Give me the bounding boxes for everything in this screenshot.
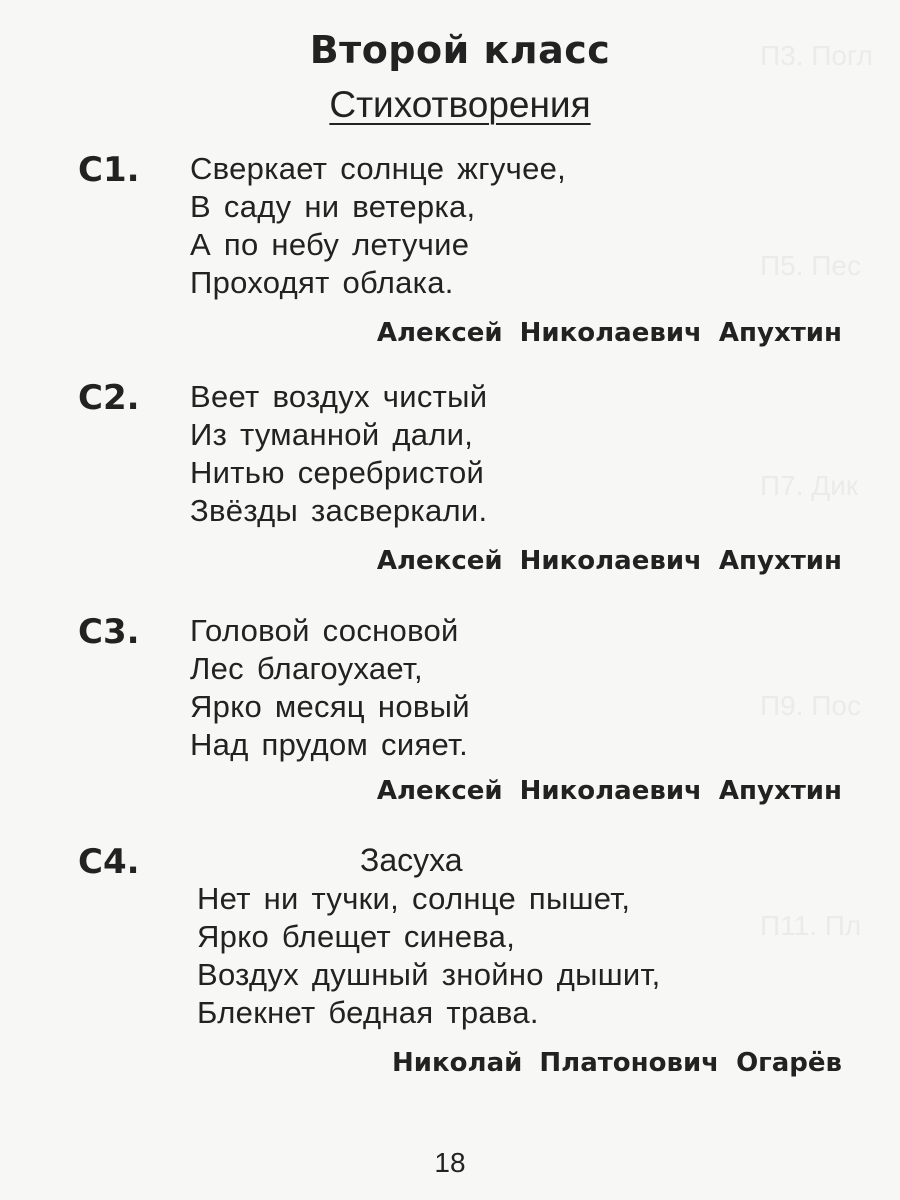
show-through-text: П11. Пл [760, 910, 862, 941]
poem-text [190, 150, 566, 302]
poem-title: Засуха [360, 842, 463, 878]
poem-line: Воздух душный знойно дышит, [197, 957, 661, 992]
poem-line: В саду ни ветерка, [190, 189, 476, 224]
poem-label: С2. [78, 378, 140, 418]
poem-line: Нитью серебристой [190, 455, 485, 490]
poem-text [197, 880, 661, 1032]
poem-line: Нет ни тучки, солнце пышет, [197, 881, 631, 916]
page-number: 18 [434, 1147, 466, 1178]
poem-line: Звёзды засверкали. [190, 493, 488, 528]
show-through-text: П5. Пес [760, 250, 861, 281]
poem-line: Лес благоухает, [190, 651, 423, 686]
show-through-text: П3. Погл [760, 40, 873, 71]
poem-text [190, 612, 470, 764]
poem-label: С4. [78, 842, 140, 882]
poem-line: Ярко месяц новый [190, 689, 470, 724]
poem-text [190, 378, 487, 530]
poem-author: Николай Платонович Огарёв [392, 1048, 842, 1078]
poem-author: Алексей Николаевич Апухтин [376, 776, 842, 806]
show-through-text: П9. Пос [760, 690, 861, 721]
section-subtitle: Стихотворения [329, 84, 591, 125]
show-through-text: П7. Дик [760, 470, 859, 501]
poem-author: Алексей Николаевич Апухтин [376, 546, 842, 576]
poem-line: Из туманной дали, [190, 417, 474, 452]
poem-label: С3. [78, 612, 140, 652]
page-title: Второй класс [309, 28, 611, 72]
poem-line: Веет воздух чистый [190, 379, 488, 414]
poem-label: С1. [78, 150, 140, 190]
poem-line: Блекнет бедная трава. [197, 995, 539, 1030]
poem-line: Головой сосновой [190, 613, 459, 648]
poem-line: Ярко блещет синева, [197, 919, 516, 954]
poem-line: Над прудом сияет. [190, 727, 469, 762]
poem-author: Алексей Николаевич Апухтин [376, 318, 842, 348]
poem-line: Сверкает солнце жгучее, [190, 151, 567, 186]
poem-line: Проходят облака. [190, 265, 454, 300]
poem-line: А по небу летучие [190, 227, 470, 262]
